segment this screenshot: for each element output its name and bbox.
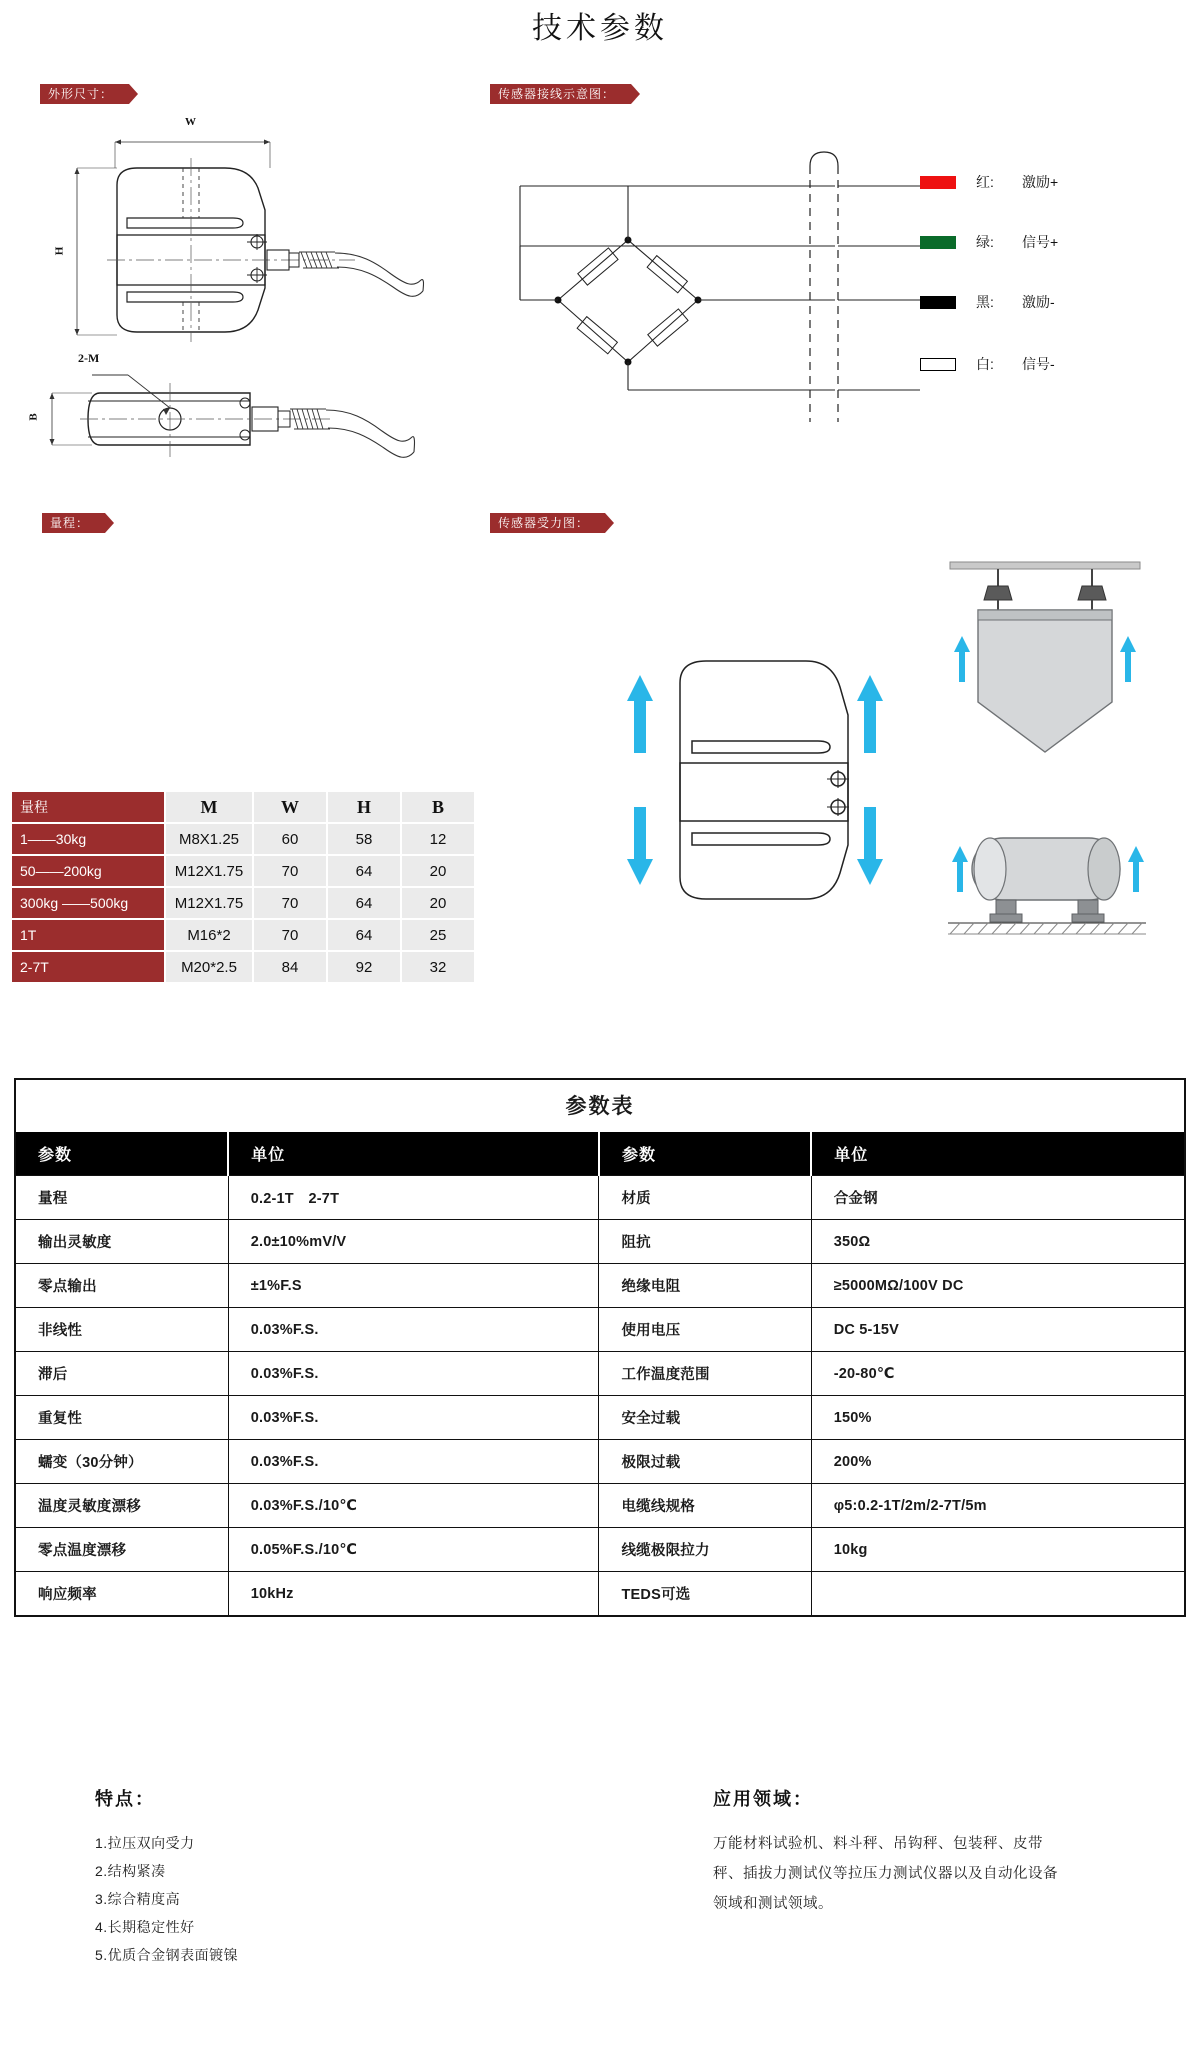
param-value-left: 0.05%F.S./10℃ — [228, 1528, 599, 1572]
size-cell-range: 1——30kg — [12, 824, 164, 854]
param-value-left: 2.0±10%mV/V — [228, 1220, 599, 1264]
param-value-left: 0.03%F.S. — [228, 1352, 599, 1396]
application-tank-illustration — [930, 810, 1170, 960]
wiring-bridge-diagram — [480, 140, 960, 430]
size-cell-range: 50——200kg — [12, 856, 164, 886]
size-cell-b: 20 — [402, 856, 474, 886]
white-wire-swatch — [920, 358, 956, 371]
size-header-range: 量程 — [12, 792, 164, 822]
param-value-right: 合金钢 — [811, 1176, 1184, 1220]
size-cell-range: 2-7T — [12, 952, 164, 982]
table-row — [16, 1264, 1184, 1308]
wiring-badge-label: 传感器接线示意图： — [490, 84, 631, 104]
red-wire-name: 红: — [976, 174, 994, 190]
param-name-right: 电缆线规格 — [599, 1484, 811, 1528]
param-name-left: 蠕变（30分钟） — [16, 1440, 228, 1484]
param-name-left: 响应频率 — [16, 1572, 228, 1616]
range-badge-label: 量程： — [42, 513, 105, 533]
force-badge-label: 传感器受力图： — [490, 513, 605, 533]
param-value-right — [811, 1572, 1184, 1616]
black-wire-swatch — [920, 296, 956, 309]
table-row — [16, 1352, 1184, 1396]
param-value-right: -20-80℃ — [811, 1352, 1184, 1396]
param-header-unit-right: 单位 — [811, 1132, 1184, 1176]
size-cell-b: 12 — [402, 824, 474, 854]
param-value-right: 150% — [811, 1396, 1184, 1440]
param-header-name-right: 参数 — [599, 1132, 811, 1176]
red-wire-function: 激励+ — [1022, 174, 1059, 190]
parameter-table-title: 参数表 — [565, 1095, 635, 1118]
param-value-left: 0.2-1T 2-7T — [228, 1176, 599, 1220]
param-name-right: 使用电压 — [599, 1308, 811, 1352]
white-wire-function: 信号- — [1022, 356, 1055, 372]
param-name-left: 重复性 — [16, 1396, 228, 1440]
features-title: 特点： — [95, 1789, 155, 1809]
param-name-right: 极限过载 — [599, 1440, 811, 1484]
param-value-left: 10kHz — [228, 1572, 599, 1616]
hopper-svg — [930, 552, 1170, 812]
size-header-m: M — [166, 792, 252, 822]
dimension-label-thread: 2-M — [78, 351, 100, 365]
wiring-bridge-svg — [480, 140, 960, 430]
size-cell-h: 92 — [328, 952, 400, 982]
size-table — [10, 790, 476, 984]
page-title: 技术参数 — [532, 12, 668, 45]
param-value-right: 200% — [811, 1440, 1184, 1484]
dimensions-badge-label: 外形尺寸： — [40, 84, 129, 104]
table-row — [16, 1528, 1184, 1572]
list-item: 5.优质合金钢表面镀镍 — [95, 1947, 239, 1963]
param-header-name-left: 参数 — [16, 1132, 228, 1176]
size-cell-w: 60 — [254, 824, 326, 854]
size-cell-range: 1T — [12, 920, 164, 950]
dimension-label-w: W — [185, 116, 196, 128]
list-item: 1.拉压双向受力 — [95, 1835, 195, 1851]
param-header-unit-left: 单位 — [228, 1132, 599, 1176]
features-list — [95, 1829, 475, 1969]
param-name-left: 温度灵敏度漂移 — [16, 1484, 228, 1528]
param-name-right: 材质 — [599, 1176, 811, 1220]
param-name-left: 滞后 — [16, 1352, 228, 1396]
black-wire-name: 黑: — [976, 294, 994, 310]
size-cell-m: M12X1.75 — [166, 888, 252, 918]
size-table-row — [12, 888, 474, 918]
param-name-right: 绝缘电阻 — [599, 1264, 811, 1308]
param-name-right: 线缆极限拉力 — [599, 1528, 811, 1572]
section-badge-range — [42, 513, 105, 533]
size-table-row — [12, 920, 474, 950]
size-cell-w: 84 — [254, 952, 326, 982]
size-header-h: H — [328, 792, 400, 822]
param-name-right: 安全过载 — [599, 1396, 811, 1440]
size-cell-h: 64 — [328, 920, 400, 950]
white-wire-name: 白: — [976, 356, 994, 372]
size-cell-h: 64 — [328, 856, 400, 886]
param-value-right: φ5:0.2-1T/2m/2-7T/5m — [811, 1484, 1184, 1528]
dimension-label-b: B — [27, 413, 40, 421]
param-name-right: TEDS可选 — [599, 1572, 811, 1616]
table-row — [16, 1396, 1184, 1440]
size-cell-range: 300kg ——500kg — [12, 888, 164, 918]
size-cell-h: 64 — [328, 888, 400, 918]
size-header-w: W — [254, 792, 326, 822]
green-wire-name: 绿: — [976, 234, 994, 250]
parameter-table-panel — [14, 1078, 1186, 1617]
features-block — [95, 1785, 475, 1969]
param-value-right: ≥5000MΩ/100V DC — [811, 1264, 1184, 1308]
applications-block — [713, 1785, 1113, 1919]
table-row — [16, 1572, 1184, 1616]
param-name-left: 非线性 — [16, 1308, 228, 1352]
size-header-b: B — [402, 792, 474, 822]
param-value-left: 0.03%F.S. — [228, 1308, 599, 1352]
table-row — [16, 1308, 1184, 1352]
table-row — [16, 1176, 1184, 1220]
parameter-table — [16, 1132, 1184, 1615]
tank-svg — [930, 810, 1170, 960]
list-item: 3.综合精度高 — [95, 1891, 181, 1907]
table-row — [16, 1484, 1184, 1528]
param-name-right: 阻抗 — [599, 1220, 811, 1264]
list-item: 2.结构紧凑 — [95, 1863, 166, 1879]
applications-title: 应用领域： — [713, 1789, 813, 1809]
force-direction-diagram — [600, 555, 920, 995]
black-wire-function: 激励- — [1022, 294, 1055, 310]
size-cell-m: M16*2 — [166, 920, 252, 950]
size-cell-w: 70 — [254, 888, 326, 918]
param-name-left: 零点输出 — [16, 1264, 228, 1308]
size-table-row — [12, 824, 474, 854]
size-cell-m: M12X1.75 — [166, 856, 252, 886]
dimension-label-h: H — [53, 246, 66, 256]
param-value-left: 0.03%F.S. — [228, 1396, 599, 1440]
size-cell-b: 20 — [402, 888, 474, 918]
param-value-left: 0.03%F.S./10℃ — [228, 1484, 599, 1528]
side-view-drawing — [27, 345, 450, 480]
size-cell-b: 32 — [402, 952, 474, 982]
size-table-row — [12, 952, 474, 982]
size-cell-m: M20*2.5 — [166, 952, 252, 982]
applications-text: 万能材料试验机、料斗秤、吊钩秤、包装秤、皮带秤、插拔力测试仪等拉压力测试仪器以及自动化设备领域和测试领域。 — [713, 1836, 1058, 1912]
size-table-header-row — [12, 792, 474, 822]
param-value-right: 10kg — [811, 1528, 1184, 1572]
table-row — [16, 1220, 1184, 1264]
green-wire-swatch — [920, 236, 956, 249]
param-name-left: 输出灵敏度 — [16, 1220, 228, 1264]
size-cell-w: 70 — [254, 856, 326, 886]
application-hopper-illustration — [930, 552, 1170, 812]
size-cell-w: 70 — [254, 920, 326, 950]
section-badge-force — [490, 513, 605, 533]
size-cell-b: 25 — [402, 920, 474, 950]
size-cell-m: M8X1.25 — [166, 824, 252, 854]
section-badge-dimensions — [40, 84, 129, 104]
green-wire-function: 信号+ — [1022, 234, 1059, 250]
param-name-left: 量程 — [16, 1176, 228, 1220]
size-cell-h: 58 — [328, 824, 400, 854]
red-wire-swatch — [920, 176, 956, 189]
size-table-row — [12, 856, 474, 886]
param-name-right: 工作温度范围 — [599, 1352, 811, 1396]
parameter-table-header-row — [16, 1132, 1184, 1176]
param-value-right: DC 5-15V — [811, 1308, 1184, 1352]
param-name-left: 零点温度漂移 — [16, 1528, 228, 1572]
param-value-left: ±1%F.S — [228, 1264, 599, 1308]
list-item: 4.长期稳定性好 — [95, 1919, 195, 1935]
param-value-left: 0.03%F.S. — [228, 1440, 599, 1484]
section-badge-wiring — [490, 84, 631, 104]
param-value-right: 350Ω — [811, 1220, 1184, 1264]
force-diagram-svg — [600, 555, 920, 995]
table-row — [16, 1440, 1184, 1484]
